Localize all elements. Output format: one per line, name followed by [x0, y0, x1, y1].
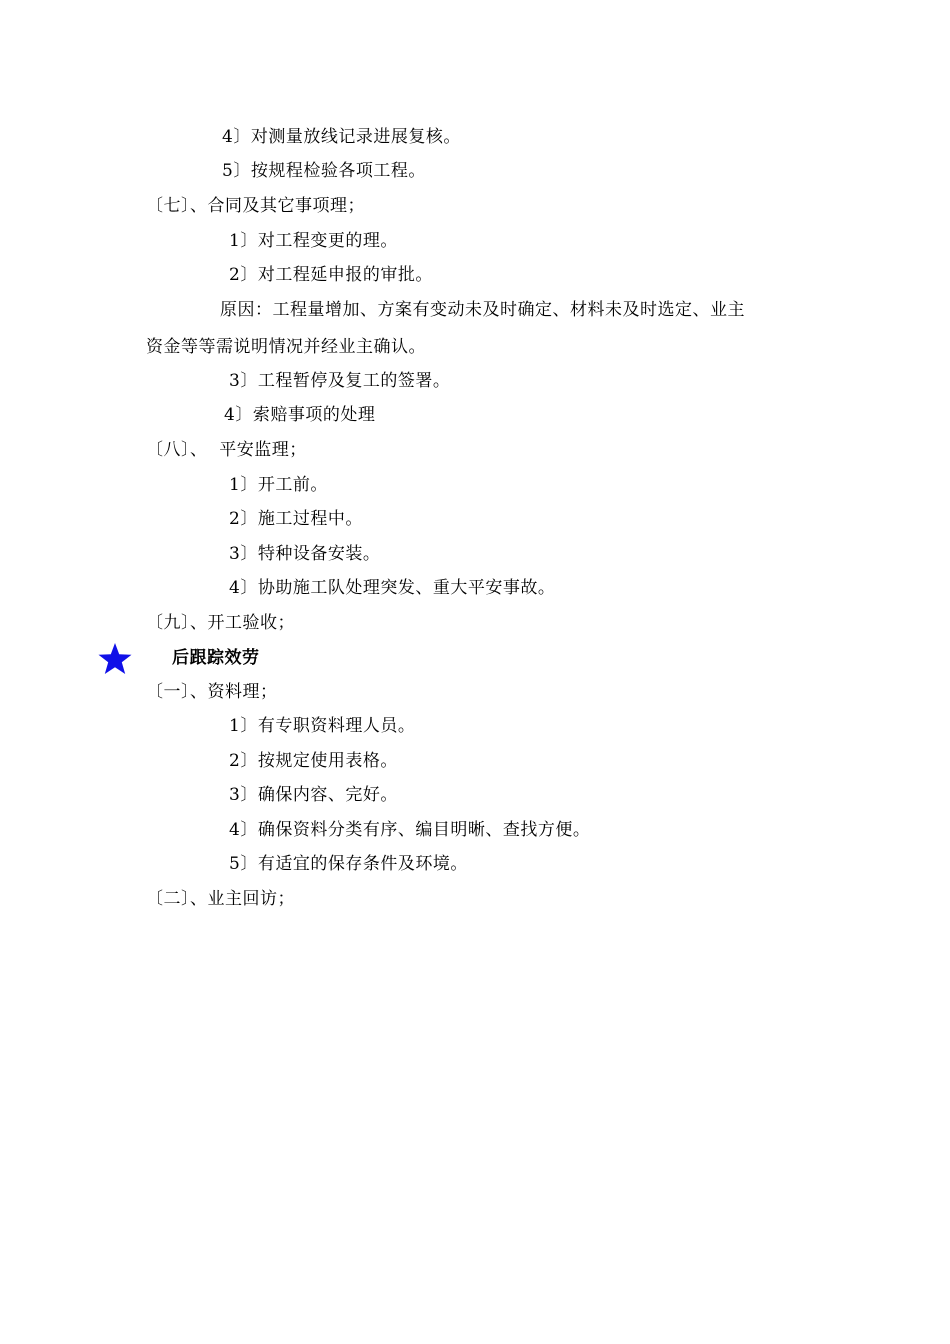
text-line: 4〕索赔事项的处理 [224, 405, 376, 425]
text-line: 2〕施工过程中。 [229, 509, 363, 529]
text-line: 1〕有专职资料理人员。 [229, 716, 416, 736]
text-line: 3〕确保内容、完好。 [229, 785, 398, 805]
text-line: 2〕按规定使用表格。 [229, 751, 398, 771]
text-line: 1〕开工前。 [229, 475, 328, 495]
text-line: 原因：工程量增加、方案有变动未及时确定、材料未及时选定、业主 [220, 300, 745, 320]
text-line: 3〕特种设备安装。 [229, 544, 381, 564]
text-line: 4〕协助施工队处理突发、重大平安事故。 [229, 578, 556, 598]
star-icon [97, 642, 133, 676]
section-heading: 〔八〕、 平安监理； [146, 440, 307, 460]
section-heading: 〔七〕、合同及其它事项理； [146, 196, 365, 216]
text-line: 4〕对测量放线记录进展复核。 [222, 127, 461, 147]
text-line: 5〕有适宜的保存条件及环境。 [229, 854, 468, 874]
text-line: 3〕工程暂停及复工的签署。 [229, 371, 451, 391]
section-heading: 〔一〕、资料理； [146, 682, 278, 702]
text-line: 4〕确保资料分类有序、编目明晰、查找方便。 [229, 820, 591, 840]
text-line: 2〕对工程延申报的审批。 [229, 265, 433, 285]
section-heading: 〔九〕、开工验收； [146, 613, 295, 633]
text-line: 5〕按规程检验各项工程。 [222, 161, 426, 181]
text-line: 1〕对工程变更的理。 [229, 231, 398, 251]
section-heading: 〔二〕、业主回访； [146, 889, 295, 909]
chapter-heading: 后跟踪效劳 [172, 648, 260, 668]
text-line: 资金等等需说明情况并经业主确认。 [146, 337, 426, 357]
